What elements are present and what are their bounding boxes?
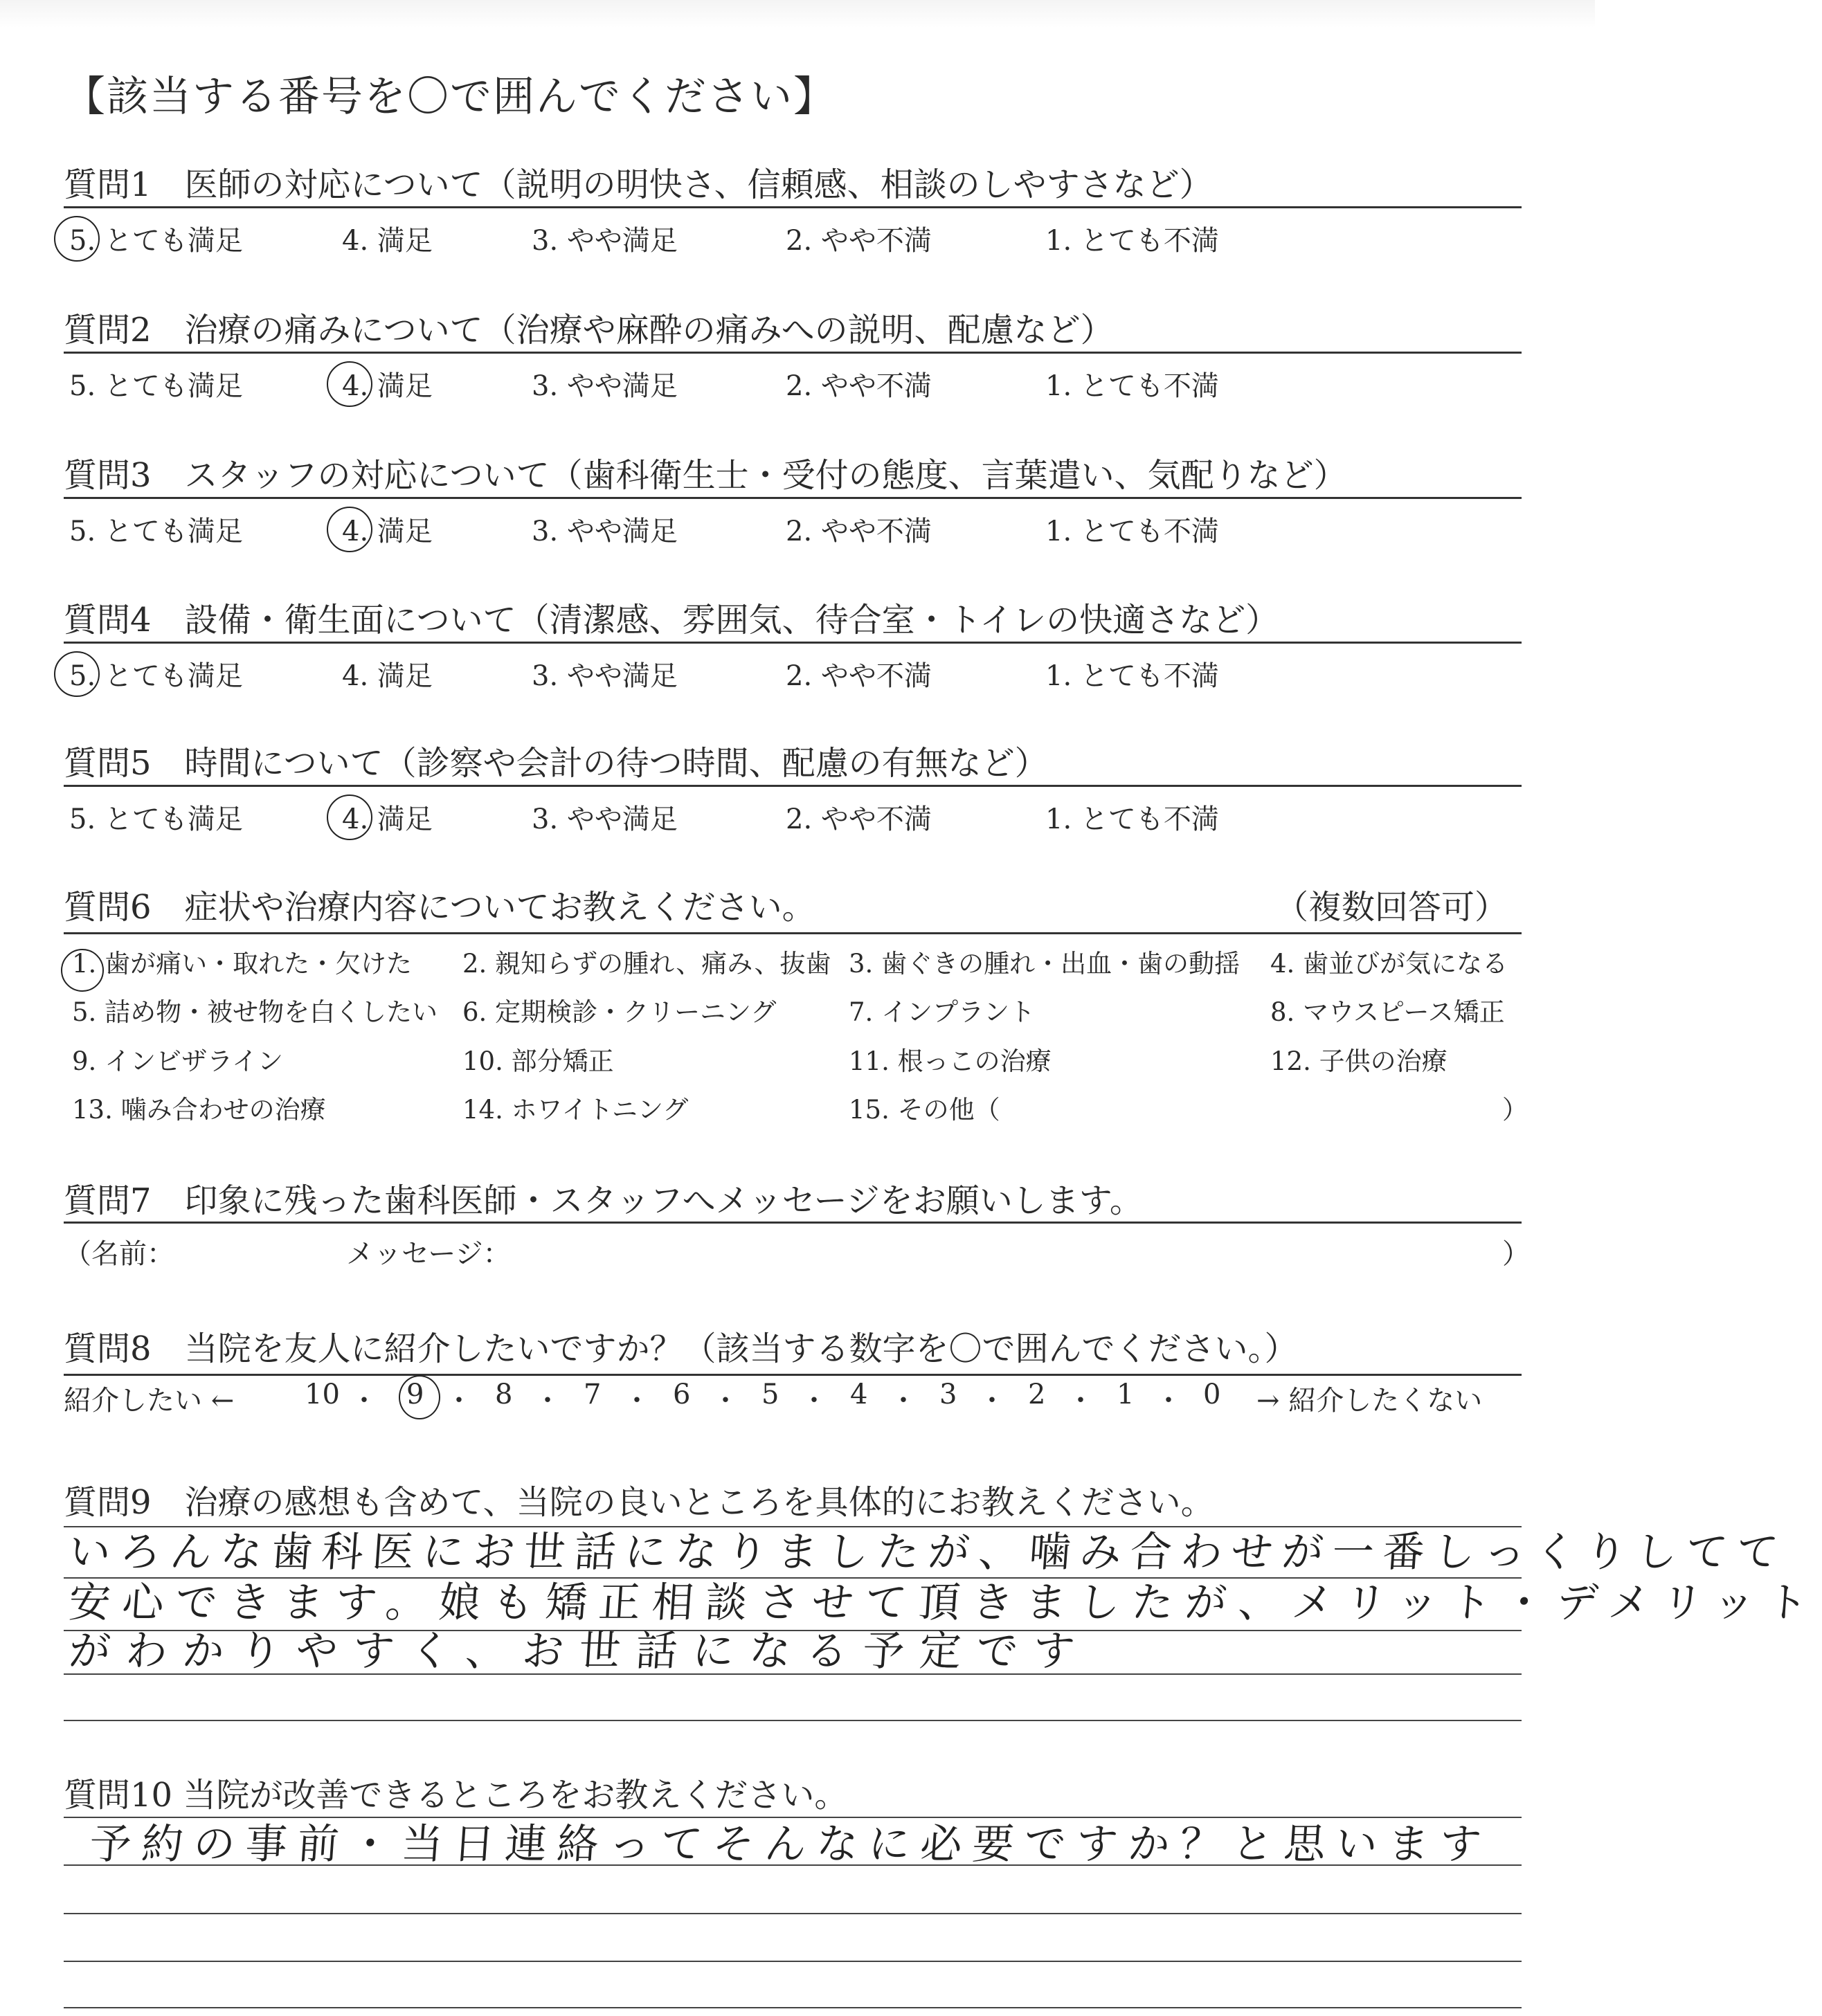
q8-scale-number[interactable]: 7 xyxy=(584,1379,602,1410)
q2-option[interactable]: 5. とても満足 xyxy=(69,370,243,402)
q4-option[interactable]: 1. とても不満 xyxy=(1045,660,1219,692)
q2-selection-circle xyxy=(327,361,372,407)
q6-option[interactable]: 1. 歯が痛い・取れた・欠けた xyxy=(72,949,413,979)
q1-selection-circle xyxy=(54,216,100,262)
q5-option[interactable]: 3. やや満足 xyxy=(532,803,678,835)
q4-option[interactable]: 4. 満足 xyxy=(342,660,433,692)
q8-title: 質問8 当院を友人に紹介したいですか？（該当する数字を〇で囲んでください。） xyxy=(64,1329,1298,1368)
q5-option[interactable]: 4. 満足 xyxy=(342,803,433,835)
q8-separator: ・ xyxy=(800,1385,828,1417)
q8-separator: ・ xyxy=(445,1385,473,1417)
q1-option[interactable]: 3. やや満足 xyxy=(532,225,678,257)
q6-option[interactable]: 15. その他（ xyxy=(849,1095,1000,1125)
q2-option[interactable]: 3. やや満足 xyxy=(532,370,678,402)
q8-selection-circle xyxy=(399,1375,440,1419)
q7-close-paren: ） xyxy=(1502,1238,1530,1270)
q6-option[interactable]: 12. 子供の治療 xyxy=(1270,1046,1447,1076)
q2-option[interactable]: 4. 満足 xyxy=(342,370,433,402)
q4-option[interactable]: 3. やや満足 xyxy=(532,660,678,692)
q8-scale-number[interactable]: 5 xyxy=(761,1379,779,1410)
form-header: 【該当する番号を〇で囲んでください】 xyxy=(64,73,836,121)
q10-line-5 xyxy=(64,2007,1522,2008)
q7-title: 質問7 印象に残った歯科医師・スタッフへメッセージをお願いします。 xyxy=(64,1181,1143,1220)
q2-title: 質問2 治療の痛みについて（治療や麻酔の痛みへの説明、配慮など） xyxy=(64,311,1114,349)
q9-line-5 xyxy=(64,1720,1522,1721)
q2-option[interactable]: 1. とても不満 xyxy=(1045,370,1219,402)
q8-rule xyxy=(64,1374,1522,1376)
q8-scale-number[interactable]: 2 xyxy=(1028,1379,1046,1410)
q8-separator: ・ xyxy=(1067,1385,1094,1417)
q8-scale-number[interactable]: 3 xyxy=(939,1379,957,1410)
q10-line-3 xyxy=(64,1913,1522,1914)
q9-answer-line-2: 安心できます。娘も矯正相談させて頂きましたが、メリット・デメリット xyxy=(67,1579,1822,1627)
q4-title: 質問4 設備・衛生面について（清潔感、雰囲気、待合室・トイレの快適さなど） xyxy=(64,601,1279,639)
q3-option[interactable]: 3. やや満足 xyxy=(532,516,678,547)
q8-separator: ・ xyxy=(712,1385,739,1417)
q2-option[interactable]: 2. やや不満 xyxy=(786,370,932,402)
q4-selection-circle xyxy=(54,651,100,697)
q3-option[interactable]: 1. とても不満 xyxy=(1045,516,1219,547)
q6-option[interactable]: 14. ホワイトニング xyxy=(462,1095,689,1125)
q4-option[interactable]: 2. やや不満 xyxy=(786,660,932,692)
q1-rule xyxy=(64,206,1522,208)
q8-separator: ・ xyxy=(350,1385,378,1417)
q8-separator: ・ xyxy=(1155,1385,1182,1417)
q6-option[interactable]: 9. インビザライン xyxy=(72,1046,283,1076)
q5-selection-circle xyxy=(327,794,372,840)
q3-rule xyxy=(64,497,1522,499)
q3-option[interactable]: 4. 満足 xyxy=(342,516,433,547)
q5-title: 質問5 時間について（診察や会計の待つ時間、配慮の有無など） xyxy=(64,744,1048,783)
q3-option[interactable]: 5. とても満足 xyxy=(69,516,243,547)
q6-selection-circle xyxy=(61,949,104,992)
q8-left-label: 紹介したい ← xyxy=(64,1385,235,1417)
q8-scale-number[interactable]: 4 xyxy=(850,1379,868,1410)
q9-title: 質問9 治療の感想も含めて、当院の良いところを具体的にお教えください。 xyxy=(64,1483,1214,1522)
q6-option[interactable]: 6. 定期検診・クリーニング xyxy=(462,997,777,1027)
scan-edge xyxy=(0,0,1595,28)
q8-scale-number[interactable]: 1 xyxy=(1117,1379,1135,1410)
q4-option[interactable]: 5. とても満足 xyxy=(69,660,243,692)
q1-title: 質問1 医師の対応について（説明の明快さ、信頼感、相談のしやすさなど） xyxy=(64,165,1213,204)
q5-rule xyxy=(64,785,1522,787)
q8-separator: ・ xyxy=(623,1385,651,1417)
q6-option[interactable]: 3. 歯ぐきの腫れ・出血・歯の動揺 xyxy=(849,949,1241,979)
q6-option[interactable]: 2. 親知らずの腫れ、痛み、抜歯 xyxy=(462,949,831,979)
q6-option[interactable]: 7. インプラント xyxy=(849,997,1036,1027)
q4-rule xyxy=(64,642,1522,644)
q5-option[interactable]: 5. とても満足 xyxy=(69,803,243,835)
q8-right-label: → 紹介したくない xyxy=(1256,1385,1483,1417)
q6-rule xyxy=(64,932,1522,934)
q9-answer-line-3: がわかりやすく、お世話になる予定です xyxy=(67,1627,1092,1676)
q6-title: 質問6 症状や治療内容についてお教えください。 xyxy=(64,888,815,927)
q8-scale-number[interactable]: 0 xyxy=(1203,1379,1221,1410)
q6-close-paren: ） xyxy=(1502,1095,1528,1125)
q6-option[interactable]: 10. 部分矯正 xyxy=(462,1046,614,1076)
q5-option[interactable]: 2. やや不満 xyxy=(786,803,932,835)
q8-scale-number[interactable]: 10 xyxy=(305,1379,340,1410)
q10-title: 質問10 当院が改善できるところをお教えください。 xyxy=(64,1776,848,1815)
q1-option[interactable]: 1. とても不満 xyxy=(1045,225,1219,257)
q6-option[interactable]: 11. 根っこの治療 xyxy=(849,1046,1052,1076)
q8-scale-number[interactable]: 6 xyxy=(673,1379,691,1410)
q8-separator: ・ xyxy=(890,1385,917,1417)
q8-scale-number[interactable]: 8 xyxy=(495,1379,513,1410)
q6-note: （複数回答可） xyxy=(1275,888,1508,927)
q3-selection-circle xyxy=(327,507,372,552)
q6-option[interactable]: 4. 歯並びが気になる xyxy=(1270,949,1508,979)
q6-option[interactable]: 13. 噛み合わせの治療 xyxy=(72,1095,326,1125)
q6-option[interactable]: 8. マウスピース矯正 xyxy=(1270,997,1505,1027)
q9-answer-line-1: いろんな歯科医にお世話になりましたが、噛み合わせが一番しっくりしてて xyxy=(67,1528,1789,1577)
q1-option[interactable]: 5. とても満足 xyxy=(69,225,243,257)
q8-scale-number[interactable]: 9 xyxy=(406,1379,424,1410)
q7-message-label: メッセージ： xyxy=(346,1238,511,1270)
q8-separator: ・ xyxy=(534,1385,561,1417)
q3-option[interactable]: 2. やや不満 xyxy=(786,516,932,547)
q2-rule xyxy=(64,352,1522,354)
q5-option[interactable]: 1. とても不満 xyxy=(1045,803,1219,835)
q3-title: 質問3 スタッフの対応について（歯科衛生士・受付の態度、言葉遣い、気配りなど） xyxy=(64,456,1347,495)
q7-name-label: （名前： xyxy=(64,1238,174,1270)
q8-separator: ・ xyxy=(978,1385,1006,1417)
q10-line-4 xyxy=(64,1961,1522,1962)
q1-option[interactable]: 4. 満足 xyxy=(342,225,433,257)
q1-option[interactable]: 2. やや不満 xyxy=(786,225,932,257)
q6-option[interactable]: 5. 詰め物・被せ物を白くしたい xyxy=(72,997,438,1027)
q7-rule xyxy=(64,1222,1522,1224)
q10-answer-line-1: 予約の事前・当日連絡ってそんなに必要ですか？と思います xyxy=(88,1820,1494,1869)
